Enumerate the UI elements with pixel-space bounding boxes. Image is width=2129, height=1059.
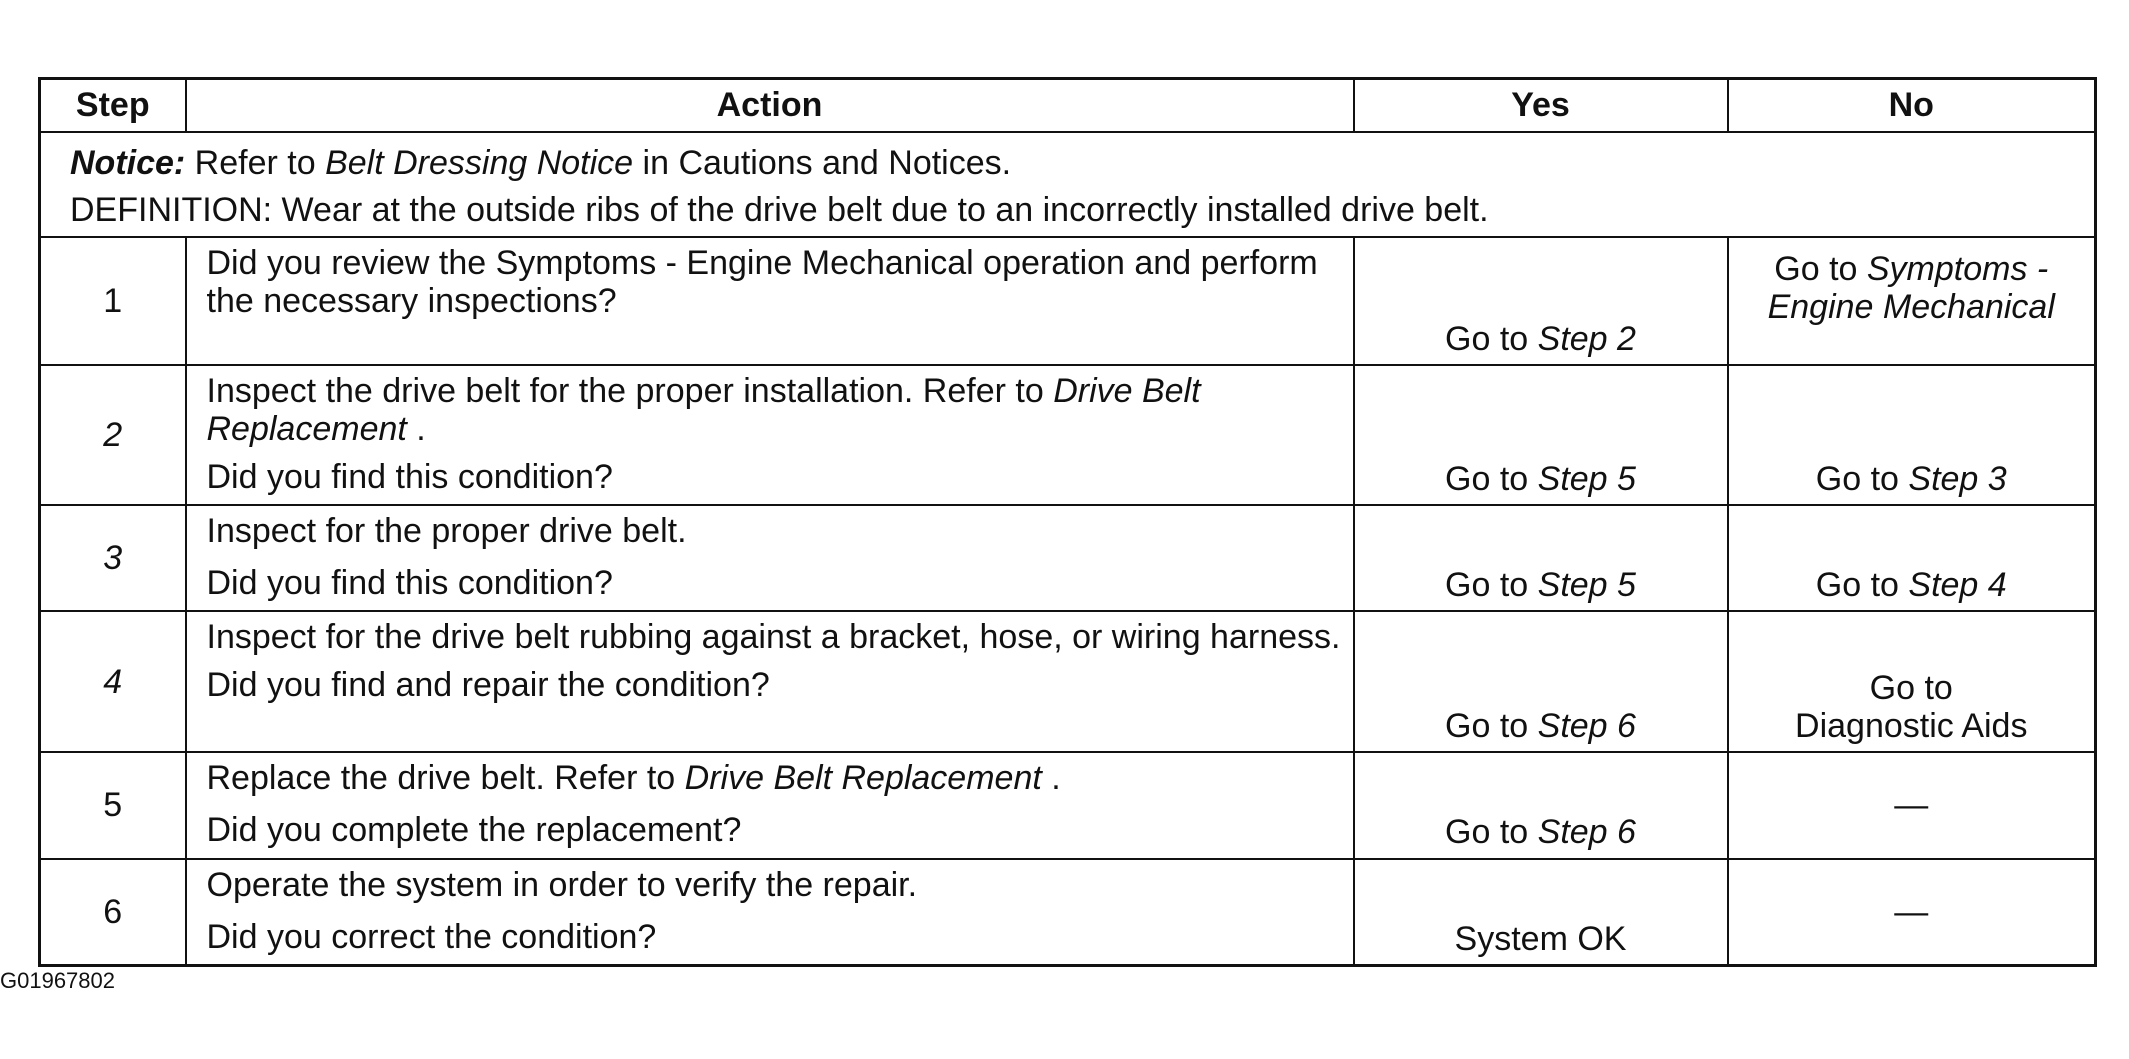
action-cell — [186, 237, 1354, 365]
action-text — [207, 759, 1343, 797]
action-question: Did you find and repair the condition? — [206, 666, 770, 705]
yes-pre: Go to — [1445, 813, 1538, 852]
table-row — [40, 752, 2096, 858]
notice-cell — [40, 132, 2096, 237]
action-question: Did you find this condition? — [206, 458, 613, 497]
no-pre: Go to — [1815, 460, 1909, 499]
yes-cell — [1354, 365, 1728, 505]
action-post: . — [406, 410, 426, 449]
header-action: Action — [186, 79, 1354, 133]
action-text: Inspect for the proper drive belt. — [206, 512, 687, 551]
yes-ref: Step 6 — [1537, 813, 1636, 852]
step-number: 2 — [40, 365, 186, 505]
step-number: 6 — [40, 859, 186, 966]
header-row — [40, 79, 2096, 133]
no-dash: — — [1894, 892, 1929, 931]
yes-ref: Step 5 — [1537, 566, 1636, 605]
no-ref-line2: Engine Mechanical — [1767, 288, 2055, 326]
notice-line — [70, 141, 2094, 185]
yes-cell — [1354, 505, 1728, 611]
action-text: Did you review the Symptoms - Engine Mechanical operation and perform the necessary inspections? — [206, 244, 1318, 321]
diagnostic-table — [38, 77, 2097, 967]
action-cell — [186, 859, 1354, 966]
no-cell — [1728, 752, 2096, 858]
yes-pre: Go to — [1445, 319, 1538, 358]
yes-ref: Step 2 — [1537, 319, 1636, 358]
action-ref: Drive Belt Replacement — [206, 372, 1201, 449]
table-row — [40, 859, 2096, 966]
no-ref: Step 4 — [1908, 566, 2007, 605]
action-cell — [186, 365, 1354, 505]
no-cell — [1728, 611, 2096, 752]
table-row — [40, 365, 2096, 505]
header-no: No — [1728, 79, 2096, 133]
no-cell — [1728, 237, 2096, 365]
action-pre: Inspect the drive belt for the proper installation. Refer to — [206, 372, 1054, 410]
yes-ref: Step 5 — [1537, 460, 1636, 499]
notice-ref: Belt Dressing Notice — [325, 144, 634, 182]
yes-pre: Go to — [1445, 566, 1538, 605]
action-question: Did you complete the replacement? — [206, 811, 742, 850]
no-ref: Symptoms - — [1866, 249, 2049, 288]
notice-row — [40, 132, 2096, 237]
table-row — [40, 505, 2096, 611]
no-cell — [1728, 365, 2096, 505]
action-pre: Replace the drive belt. Refer to — [206, 759, 685, 798]
table-row — [40, 237, 2096, 365]
action-text: Operate the system in order to verify the repair. — [206, 865, 918, 904]
no-cell — [1728, 505, 2096, 611]
figure-id: G01967802 — [0, 968, 115, 993]
no-cell — [1728, 859, 2096, 966]
action-post: . — [1041, 759, 1061, 798]
notice-post: in Cautions and Notices. — [633, 144, 1012, 182]
yes-ref: Step 6 — [1537, 707, 1636, 746]
yes-pre: Go to — [1445, 707, 1538, 746]
step-number: 3 — [40, 505, 186, 611]
action-text: Inspect for the drive belt rubbing against a bracket, hose, or wiring harness. — [206, 618, 1341, 657]
no-pre: Go to — [1774, 249, 1867, 288]
action-question: Did you correct the condition? — [206, 917, 657, 956]
header-step: Step — [40, 79, 186, 133]
action-question: Did you find this condition? — [206, 564, 613, 603]
notice-label: Notice: — [70, 144, 186, 182]
action-text — [207, 372, 1343, 448]
header-yes: Yes — [1354, 79, 1728, 133]
yes-cell — [1354, 752, 1728, 858]
step-number: 5 — [40, 752, 186, 858]
step-number: 4 — [40, 611, 186, 752]
yes-cell — [1354, 611, 1728, 752]
notice-pre: Refer to — [185, 144, 326, 182]
action-cell — [186, 611, 1354, 752]
no-dash: — — [1894, 786, 1929, 825]
no-line2: Diagnostic Aids — [1795, 707, 2028, 746]
definition-line: DEFINITION: Wear at the outside ribs of the drive belt due to an incorrectly installed drive belt. — [70, 191, 1489, 229]
yes-pre: Go to — [1445, 460, 1538, 499]
yes-cell — [1354, 237, 1728, 365]
step-number: 1 — [40, 237, 186, 365]
yes-text: System OK — [1454, 919, 1627, 958]
action-cell — [186, 752, 1354, 858]
table-row — [40, 611, 2096, 752]
no-pre: Go to — [1815, 566, 1909, 605]
action-cell — [186, 505, 1354, 611]
action-ref: Drive Belt Replacement — [684, 759, 1042, 798]
yes-cell — [1354, 859, 1728, 966]
no-line1: Go to — [1869, 669, 1953, 708]
no-ref: Step 3 — [1908, 460, 2007, 499]
